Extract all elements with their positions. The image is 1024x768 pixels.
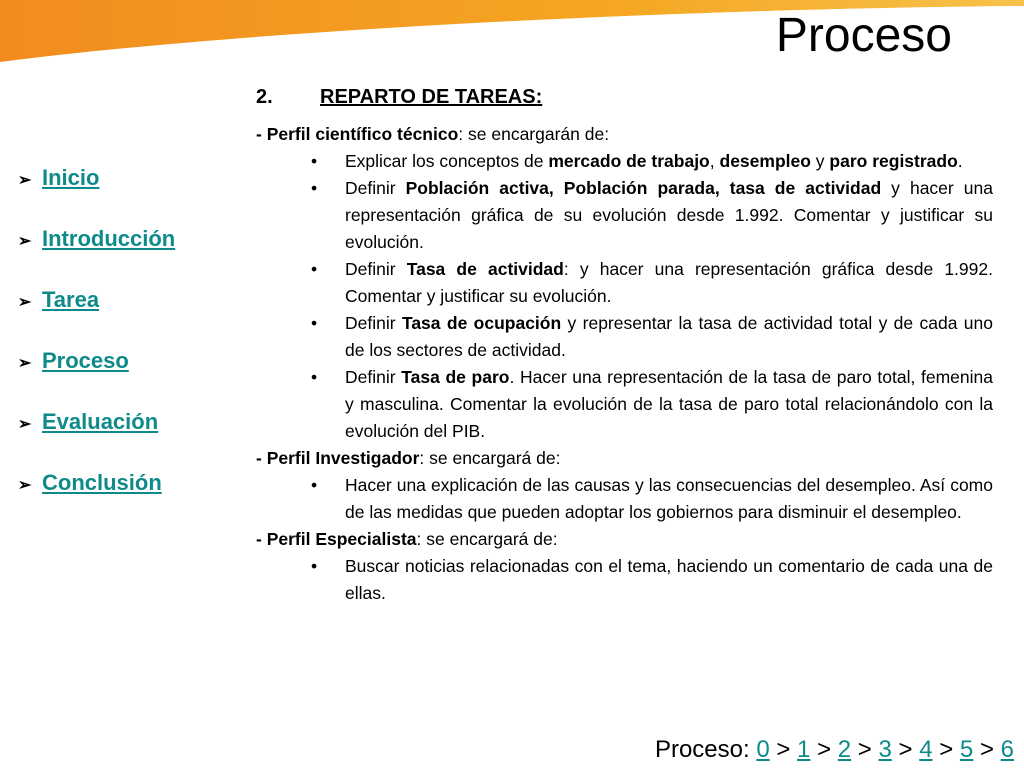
sidebar-item-evaluacion [18,409,238,470]
bullet-text: Definir [345,259,407,279]
step-separator: > [932,736,960,763]
task-bullet [256,175,993,256]
bold-term: Tasa de actividad [406,259,564,279]
profile-heading [256,445,993,472]
step-separator: > [973,736,1001,763]
sidebar-item-conclusion [18,470,238,531]
step-link-5[interactable]: 5 [959,736,974,763]
bullet-text: Explicar los conceptos de [345,151,549,171]
task-bullet [256,364,993,445]
bold-term: desempleo [719,151,811,171]
bullet-text: . Hacer una representación de la tasa de paro total, femenina y masculina. Comentar la evolución de la tasa de paro total relacionándolo con la evolución del PIB. [345,367,993,441]
profile-name: Perfil científico técnico [266,124,459,144]
bullet-text: Definir [345,313,402,333]
profile-name: Perfil Investigador [266,448,420,468]
step-link-1[interactable]: 1 [797,736,811,763]
step-link-0[interactable]: 0 [756,736,770,763]
step-link-4[interactable]: 4 [919,736,933,763]
bullet-text: . [957,151,963,171]
step-separator: > [769,736,798,763]
arrow-bullet-icon: ➢ [18,477,32,494]
section-title: REPARTO DE TAREAS: [320,86,543,108]
profile-heading [256,121,993,148]
arrow-bullet-icon: ➢ [18,416,32,433]
profile-suffix: : se encargará de: [416,529,558,549]
task-bullet [256,256,993,310]
section-number: 2. [256,86,273,108]
task-bullet-list [256,472,993,526]
nav-link-evaluacion[interactable]: Evaluación [42,409,159,434]
process-step-nav [655,736,1014,764]
bullet-text: Definir [345,178,406,198]
bullet-text: y [810,151,830,171]
profile-suffix: : se encargará de: [419,448,561,468]
sidebar-nav [18,165,238,531]
task-bullet-list [256,553,993,607]
step-separator: > [851,736,879,763]
sidebar-item-inicio [18,165,238,226]
section-heading [256,84,993,111]
bullet-text: , [709,151,720,171]
step-nav-label: Proceso: [654,736,757,763]
nav-link-introduccion[interactable]: Introducción [42,226,176,251]
bullet-text: Buscar noticias relacionadas con el tema, haciendo un comentario de cada una de ellas. [345,556,993,603]
bold-term: mercado de trabajo [548,151,710,171]
profile-name: Perfil Especialista [266,529,417,549]
task-bullet [256,472,993,526]
bullet-text: y hacer una representación gráfica de su evolución desde 1.992. Comentar y justificar su evolución. [345,178,993,252]
step-separator: > [891,736,920,763]
bullet-text: Definir [345,367,402,387]
profile-suffix: : se encargarán de: [458,124,610,144]
step-separator: > [810,736,838,763]
task-bullet-list [256,148,993,445]
step-link-6[interactable]: 6 [1000,736,1014,763]
arrow-bullet-icon: ➢ [18,355,32,372]
task-bullet [256,310,993,364]
arrow-bullet-icon: ➢ [18,294,32,311]
bold-term: Tasa de paro [401,367,510,387]
nav-link-tarea[interactable]: Tarea [42,287,100,312]
bullet-text: Hacer una explicación de las causas y las consecuencias del desempleo. Así como de las medidas que pueden adoptar los gobiernos para disminuir el desempleo. [345,475,993,522]
nav-link-conclusion[interactable]: Conclusión [42,470,162,495]
bold-term: paro registrado [829,151,958,171]
nav-link-proceso[interactable]: Proceso [42,348,129,373]
profile-prefix: - [256,448,267,468]
step-link-3[interactable]: 3 [878,736,892,763]
profile-heading [256,526,993,553]
sidebar-item-proceso [18,348,238,409]
profiles-list [256,121,993,607]
task-bullet [256,553,993,607]
profile-prefix: - [256,124,267,144]
sidebar-item-introduccion [18,226,238,287]
sidebar-item-tarea [18,287,238,348]
page-title: Proceso [775,9,952,62]
arrow-bullet-icon: ➢ [18,172,32,189]
arrow-bullet-icon: ➢ [18,233,32,250]
step-links [756,736,1014,763]
bullet-text: : y hacer una representación gráfica desde 1.992. Comentar y justificar su evolución. [345,259,993,306]
profile-prefix: - [256,529,267,549]
task-bullet [256,148,993,175]
bold-term: Tasa de ocupación [401,313,562,333]
bullet-text: y representar la tasa de actividad total y de cada uno de los sectores de actividad. [345,313,993,360]
nav-link-inicio[interactable]: Inicio [42,165,100,190]
bold-term: Población activa, Población parada, tasa de actividad [405,178,882,198]
step-link-2[interactable]: 2 [837,736,852,763]
main-content [256,84,993,607]
